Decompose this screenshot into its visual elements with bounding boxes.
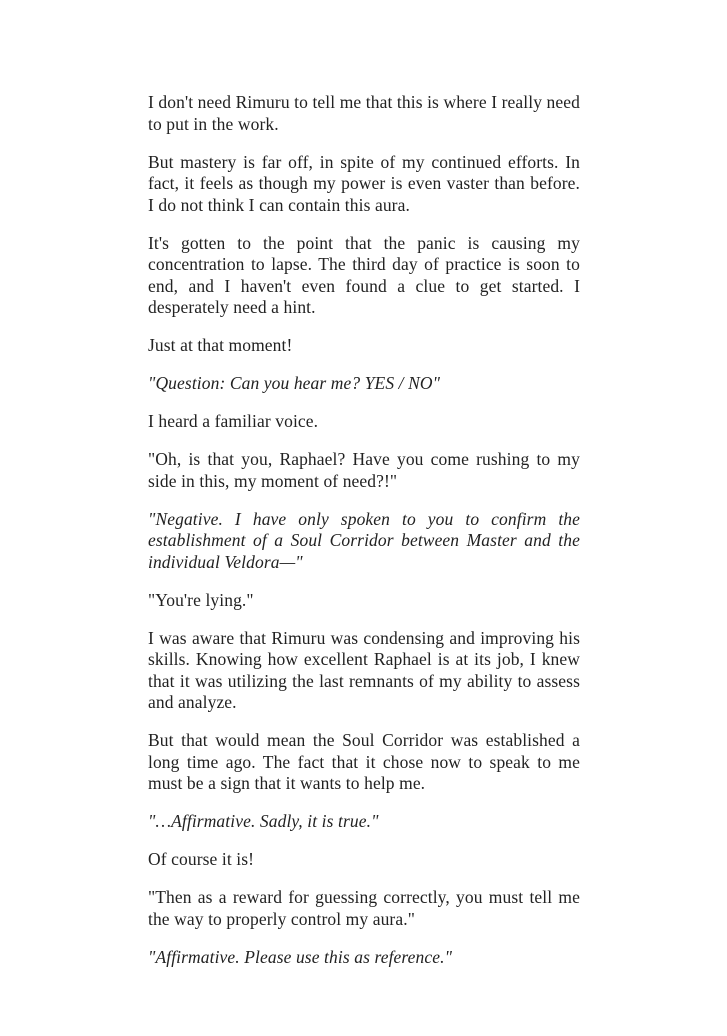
paragraph: It's gotten to the point that the panic is causing my concentration to lapse. The third day of practice is soon to end, and I haven't even found a clue to get started. I desperately need a hint. <box>148 232 580 317</box>
paragraph: I heard a familiar voice. <box>148 411 319 431</box>
paragraph: Just at that moment! <box>148 335 293 355</box>
paragraph: I was aware that Rimuru was condensing and improving his skills. Knowing how excellent Raphael is at its job, I knew that it was utilizing the last remnants of my ability to assess and analyze. <box>148 627 580 712</box>
page-text-block <box>148 92 580 968</box>
paragraph: But that would mean the Soul Corridor was established a long time ago. The fact that it chose now to speak to me must be a sign that it wants to help me. <box>148 730 580 793</box>
paragraph: I don't need Rimuru to tell me that this is where I really need to put in the work. <box>148 92 580 134</box>
paragraph: "You're lying." <box>148 589 254 610</box>
paragraph: "Then as a reward for guessing correctly, you must tell me the way to properly control my aura." <box>148 887 580 929</box>
paragraph-system-dialogue: "Negative. I have only spoken to you to confirm the establishment of a Soul Corridor between Master and the individual Veldora—" <box>148 508 580 572</box>
paragraph-system-dialogue: "Question: Can you hear me? YES / NO" <box>148 373 441 393</box>
paragraph: But mastery is far off, in spite of my continued efforts. In fact, it feels as though my power is even vaster than before. I do not think I can contain this aura. <box>148 151 580 215</box>
paragraph-system-dialogue: "…Affirmative. Sadly, it is true." <box>148 811 379 831</box>
paragraph: Of course it is! <box>148 849 255 869</box>
paragraph-system-dialogue: "Affirmative. Please use this as reference." <box>148 946 453 967</box>
paragraph: "Oh, is that you, Raphael? Have you come rushing to my side in this, my moment of need?!" <box>148 449 580 491</box>
